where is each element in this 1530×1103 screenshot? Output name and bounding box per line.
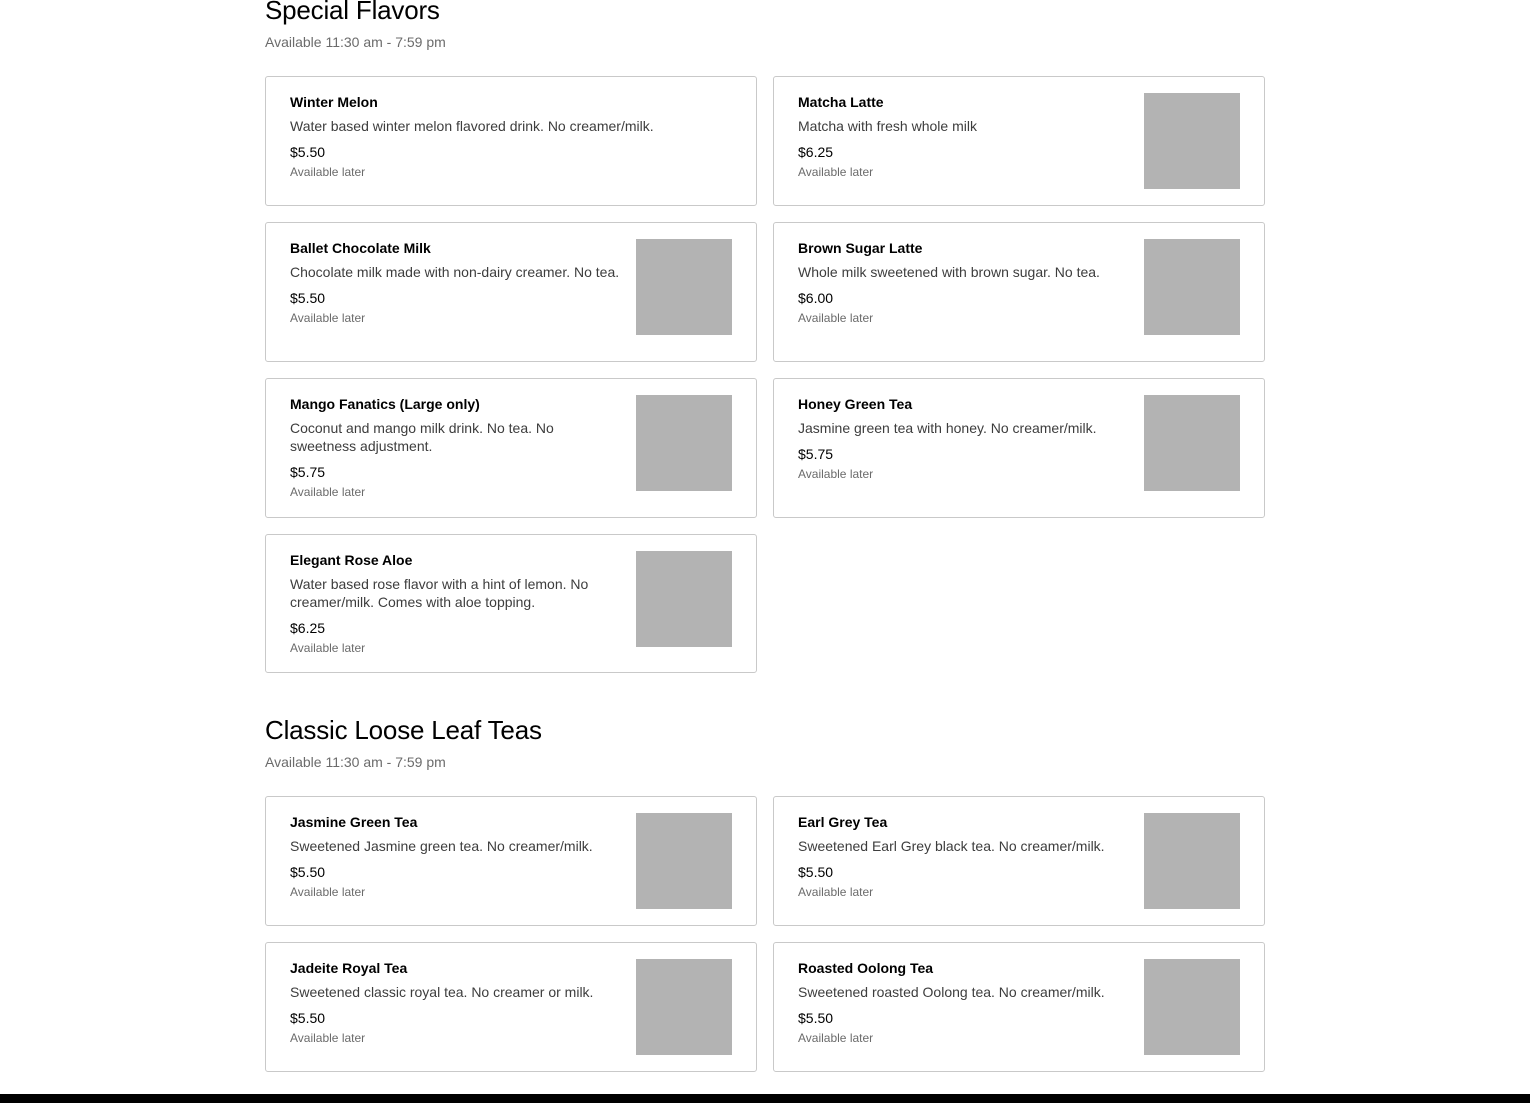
menu-item-description: Sweetened roasted Oolong tea. No creamer/milk. <box>798 984 1105 1000</box>
menu-item-description: Chocolate milk made with non-dairy creamer. No tea. <box>290 264 620 280</box>
menu-item-description: Matcha with fresh whole milk <box>798 118 977 134</box>
menu-item-info <box>290 959 620 1046</box>
menu-item-card[interactable] <box>773 76 1265 206</box>
menu-item-info <box>798 813 1128 900</box>
menu-item-image <box>636 239 732 335</box>
menu-item-info <box>290 93 730 180</box>
menu-item-card[interactable] <box>773 796 1265 926</box>
menu-item-card[interactable] <box>265 76 757 206</box>
menu-item-image <box>1144 959 1240 1055</box>
menu-item-name: Winter Melon <box>290 94 378 110</box>
menu-item-availability: Available later <box>290 885 366 899</box>
menu-item-description: Water based rose flavor with a hint of lemon. No creamer/milk. Comes with aloe topping. <box>290 576 589 610</box>
menu-item-card[interactable] <box>265 534 757 673</box>
menu-item-availability: Available later <box>798 311 874 325</box>
menu-item-availability: Available later <box>798 165 874 179</box>
menu-item-name: Jadeite Royal Tea <box>290 960 408 976</box>
menu-item-price: $5.50 <box>290 864 326 880</box>
section-hours: Available 11:30 am - 7:59 pm <box>265 34 446 50</box>
menu-item-info <box>290 239 620 326</box>
menu-item-name: Mango Fanatics (Large only) <box>290 396 480 412</box>
menu-item-image <box>636 813 732 909</box>
menu-item-availability: Available later <box>798 885 874 899</box>
menu-item-description: Sweetened Jasmine green tea. No creamer/milk. <box>290 838 593 854</box>
menu-item-price: $5.50 <box>290 144 326 160</box>
menu-item-info <box>798 959 1128 1046</box>
menu-item-name: Jasmine Green Tea <box>290 814 418 830</box>
menu-item-availability: Available later <box>290 641 366 655</box>
footer-bar <box>0 1094 1530 1103</box>
menu-item-description: Sweetened classic royal tea. No creamer or milk. <box>290 984 594 1000</box>
menu-item-info <box>798 239 1128 326</box>
menu-item-image <box>1144 395 1240 491</box>
menu-item-availability: Available later <box>798 1031 874 1045</box>
menu-section-classic-loose-leaf-teas <box>265 714 1265 1045</box>
menu-item-card[interactable] <box>265 222 757 362</box>
menu-item-image <box>636 395 732 491</box>
section-title: Special Flavors <box>265 0 440 25</box>
menu-item-price: $5.50 <box>290 1010 326 1026</box>
menu-item-name: Earl Grey Tea <box>798 814 888 830</box>
menu-item-image <box>636 959 732 1055</box>
menu-item-name: Matcha Latte <box>798 94 884 110</box>
menu-item-availability: Available later <box>290 1031 366 1045</box>
menu-item-info <box>798 395 1128 482</box>
menu-item-card[interactable] <box>773 222 1265 362</box>
menu-item-info <box>290 551 620 656</box>
menu-item-name: Elegant Rose Aloe <box>290 552 413 568</box>
menu-item-info <box>290 395 620 500</box>
menu-item-price: $5.75 <box>290 464 326 480</box>
menu-item-price: $6.25 <box>290 620 326 636</box>
section-hours: Available 11:30 am - 7:59 pm <box>265 754 446 770</box>
menu-item-card[interactable] <box>265 796 757 926</box>
menu-item-availability: Available later <box>290 485 366 499</box>
menu-item-description: Whole milk sweetened with brown sugar. No tea. <box>798 264 1100 280</box>
menu-item-image <box>1144 93 1240 189</box>
section-title: Classic Loose Leaf Teas <box>265 715 542 745</box>
menu-item-name: Ballet Chocolate Milk <box>290 240 431 256</box>
menu-item-name: Honey Green Tea <box>798 396 913 412</box>
menu-item-price: $5.50 <box>798 1010 834 1026</box>
menu-item-image <box>1144 813 1240 909</box>
menu-item-card[interactable] <box>265 378 757 518</box>
menu-item-description: Coconut and mango milk drink. No tea. No sweetness adjustment. <box>290 420 554 454</box>
menu-section-special-flavors <box>265 0 1265 655</box>
menu-item-availability: Available later <box>290 311 366 325</box>
menu-item-card[interactable] <box>773 378 1265 518</box>
menu-item-price: $6.25 <box>798 144 834 160</box>
menu-item-image <box>1144 239 1240 335</box>
menu-item-description: Water based winter melon flavored drink. No creamer/milk. <box>290 118 654 134</box>
menu-item-image <box>636 551 732 647</box>
menu-item-name: Brown Sugar Latte <box>798 240 923 256</box>
menu-item-info <box>290 813 620 900</box>
menu-item-card[interactable] <box>773 942 1265 1072</box>
menu-item-availability: Available later <box>798 467 874 481</box>
menu-item-description: Sweetened Earl Grey black tea. No creamer/milk. <box>798 838 1105 854</box>
menu-item-name: Roasted Oolong Tea <box>798 960 934 976</box>
menu-item-availability: Available later <box>290 165 366 179</box>
menu-item-card[interactable] <box>265 942 757 1072</box>
menu-item-price: $5.75 <box>798 446 834 462</box>
menu-item-price: $6.00 <box>798 290 834 306</box>
menu-item-price: $5.50 <box>798 864 834 880</box>
menu-item-description: Jasmine green tea with honey. No creamer/milk. <box>798 420 1097 436</box>
menu-item-price: $5.50 <box>290 290 326 306</box>
menu-item-info <box>798 93 1128 180</box>
